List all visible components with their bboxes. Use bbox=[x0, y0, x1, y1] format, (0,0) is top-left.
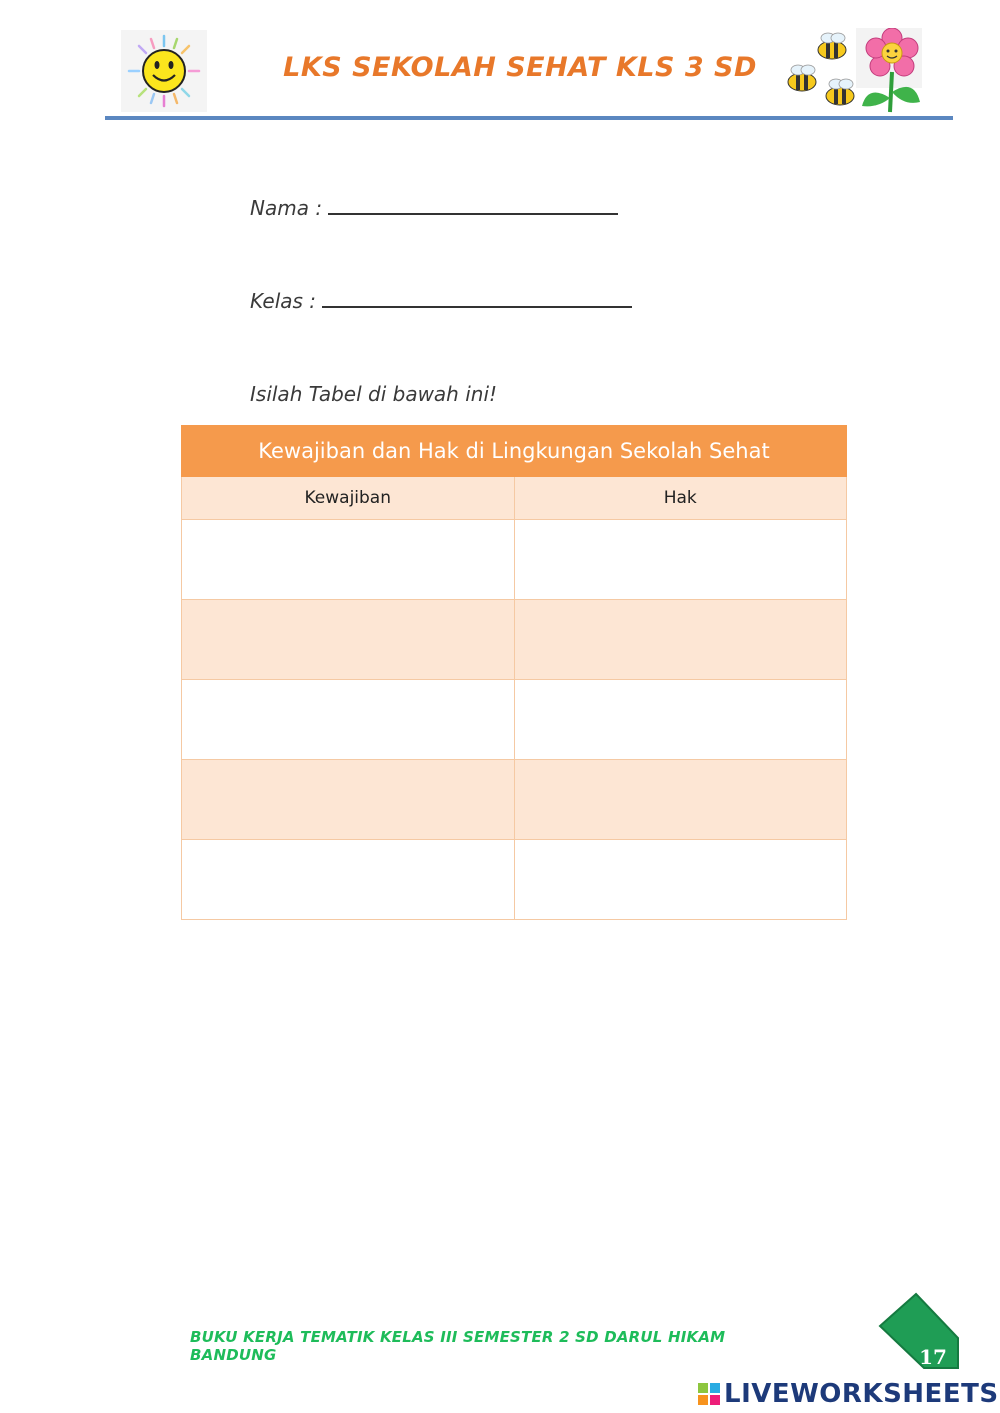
hak-cell[interactable] bbox=[514, 840, 847, 920]
liveworksheets-brand: LIVEWORKSHEETS bbox=[724, 1379, 999, 1409]
table-row bbox=[182, 760, 847, 840]
worksheet-title: LKS SEKOLAH SEHAT KLS 3 SD bbox=[283, 52, 757, 83]
class-label: Kelas : bbox=[250, 289, 317, 313]
kewajiban-cell[interactable] bbox=[182, 680, 515, 760]
page-number: 17 bbox=[919, 1345, 947, 1369]
table-row bbox=[182, 600, 847, 680]
kewajiban-cell[interactable] bbox=[182, 760, 515, 840]
kewajiban-cell[interactable] bbox=[182, 600, 515, 680]
kewajiban-cell[interactable] bbox=[182, 840, 515, 920]
hak-cell[interactable] bbox=[514, 520, 847, 600]
table-row bbox=[182, 840, 847, 920]
kewajiban-cell[interactable] bbox=[182, 520, 515, 600]
smiling-sun-icon bbox=[121, 30, 207, 112]
table-row bbox=[182, 680, 847, 760]
liveworksheets-logo[interactable] bbox=[698, 1380, 999, 1408]
name-field[interactable] bbox=[250, 196, 618, 220]
column-header-hak: Hak bbox=[514, 477, 847, 520]
duties-rights-table bbox=[181, 425, 847, 920]
name-blank[interactable] bbox=[328, 197, 618, 215]
column-header-kewajiban: Kewajiban bbox=[182, 477, 515, 520]
bees-and-flower-icon bbox=[780, 28, 925, 114]
footer-text: BUKU KERJA TEMATIK KELAS III SEMESTER 2 SD DARUL HIKAM BANDUNG bbox=[190, 1328, 726, 1364]
class-field[interactable] bbox=[250, 289, 632, 313]
name-label: Nama : bbox=[250, 196, 323, 220]
liveworksheets-grid-icon bbox=[698, 1383, 720, 1405]
hak-cell[interactable] bbox=[514, 600, 847, 680]
hak-cell[interactable] bbox=[514, 680, 847, 760]
class-blank[interactable] bbox=[322, 290, 632, 308]
table-title: Kewajiban dan Hak di Lingkungan Sekolah Sehat bbox=[182, 426, 847, 477]
hak-cell[interactable] bbox=[514, 760, 847, 840]
table-row bbox=[182, 520, 847, 600]
instruction-text: Isilah Tabel di bawah ini! bbox=[250, 382, 498, 406]
header-divider bbox=[105, 116, 953, 120]
